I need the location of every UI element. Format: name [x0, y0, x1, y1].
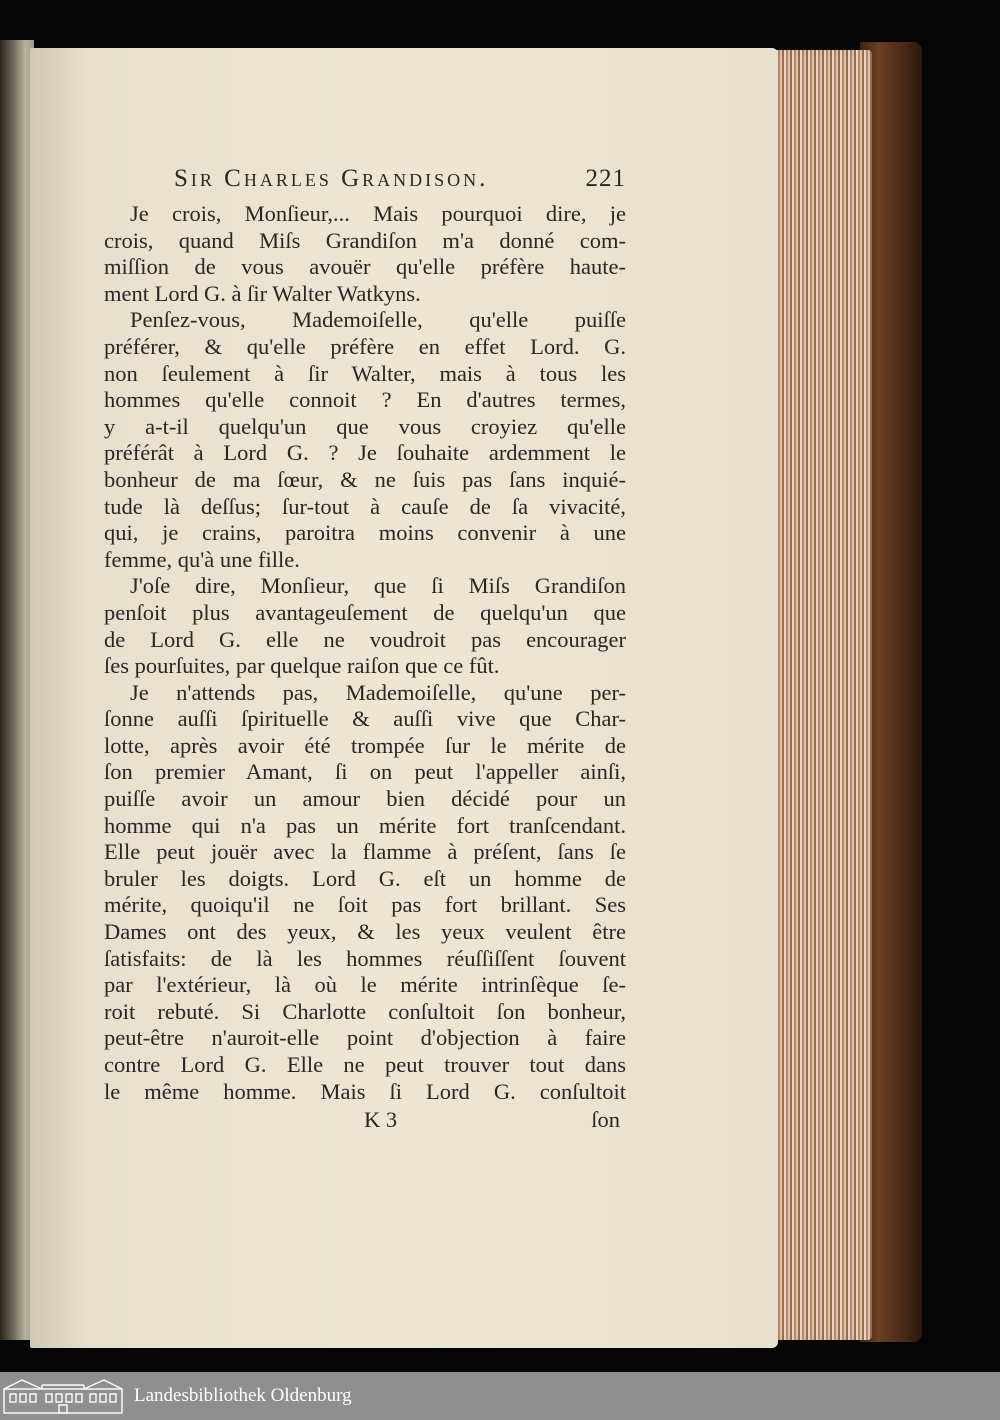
- text-line: mérite, quoiqu'il ne ſoit pas fort brillant. Ses: [104, 892, 626, 918]
- text-line: hommes qu'elle connoit ? En d'autres termes,: [104, 387, 626, 413]
- text-line: de Lord G. elle ne voudroit pas encourager: [104, 626, 626, 652]
- text-line: qui, je crains, paroitra moins convenir à une: [104, 520, 626, 546]
- page-text: [104, 165, 626, 1137]
- text-line: ſon premier Amant, ſi on peut l'appeller ainſi,: [104, 759, 626, 785]
- text-line: le même homme. Mais ſi Lord G. conſultoit: [104, 1078, 626, 1104]
- text-line: Elle peut jouër avec la flamme à préſent, ſans ſe: [104, 839, 626, 865]
- text-line: ment Lord G. à ſir Walter Watkyns.: [104, 280, 421, 306]
- text-line: préférer, & qu'elle préfère en effet Lord. G.: [104, 333, 626, 359]
- text-line: préférât à Lord G. ? Je ſouhaite ardemment le: [104, 440, 626, 466]
- text-line: peut-être n'auroit-elle point d'objection à faire: [104, 1025, 626, 1051]
- text-line: penſoit plus avantageuſement de quelqu'un que: [104, 599, 626, 625]
- text-line: puiſſe avoir un amour bien décidé pour un: [104, 786, 626, 812]
- text-line: lotte, après avoir été trompée ſur le mérite de: [104, 732, 626, 758]
- text-line: par l'extérieur, là où le mérite intrinſèque ſe-: [104, 972, 626, 998]
- text-line: homme qui n'a pas un mérite fort tranſcendant.: [104, 812, 626, 838]
- library-building-icon: [2, 1377, 124, 1415]
- text-line: bruler les doigts. Lord G. eſt un homme de: [104, 865, 626, 891]
- body-text: [104, 201, 626, 1105]
- text-line: ſonne auſſi ſpirituelle & auſſi vive que Char-: [104, 706, 626, 732]
- page-number: 221: [585, 165, 626, 192]
- text-line: Dames ont des yeux, & les yeux veulent être: [104, 919, 626, 945]
- library-bar: [0, 1372, 1000, 1420]
- text-line: Je n'attends pas, Mademoiſelle, qu'une per-: [130, 679, 626, 705]
- text-line: femme, qu'à une fille.: [104, 546, 300, 572]
- running-head: [104, 165, 626, 201]
- text-line: J'oſe dire, Monſieur, que ſi Miſs Grandiſon: [130, 573, 626, 599]
- text-line: contre Lord G. Elle ne peut trouver tout dans: [104, 1052, 626, 1077]
- text-line: miſſion de vous avouër qu'elle préfère haute-: [104, 254, 626, 280]
- left-page-edge: [0, 40, 34, 1340]
- text-line: bonheur de ma ſœur, & ne ſuis pas ſans inquié-: [104, 466, 626, 492]
- text-line: y a-t-il quelqu'un que vous croyiez qu'elle: [104, 413, 626, 439]
- text-line: crois, quand Miſs Grandiſon m'a donné com-: [104, 227, 626, 253]
- catchword: ſon: [591, 1107, 620, 1133]
- library-name: Landesbibliothek Oldenburg: [134, 1385, 352, 1406]
- signature-mark: K 3: [364, 1107, 398, 1133]
- text-line: Je crois, Monſieur,... Mais pourquoi dire, je: [130, 201, 626, 226]
- text-line: ſatisfaits: de là les hommes réuſſiſſent ſouvent: [104, 945, 626, 971]
- text-line: non ſeulement à ſir Walter, mais à tous les: [104, 360, 626, 386]
- text-line: ſes pourſuites, par quelque raiſon que ce fût.: [104, 653, 500, 679]
- text-line: tude là deſſus; ſur-tout à cauſe de ſa vivacité,: [104, 493, 626, 519]
- text-line: Penſez-vous, Mademoiſelle, qu'elle puiſſe: [130, 307, 626, 333]
- text-line: roit rebuté. Si Charlotte conſultoit ſon bonheur,: [104, 998, 626, 1024]
- running-title: Sir Charles Grandison.: [174, 165, 489, 192]
- page-footer: [104, 1107, 626, 1137]
